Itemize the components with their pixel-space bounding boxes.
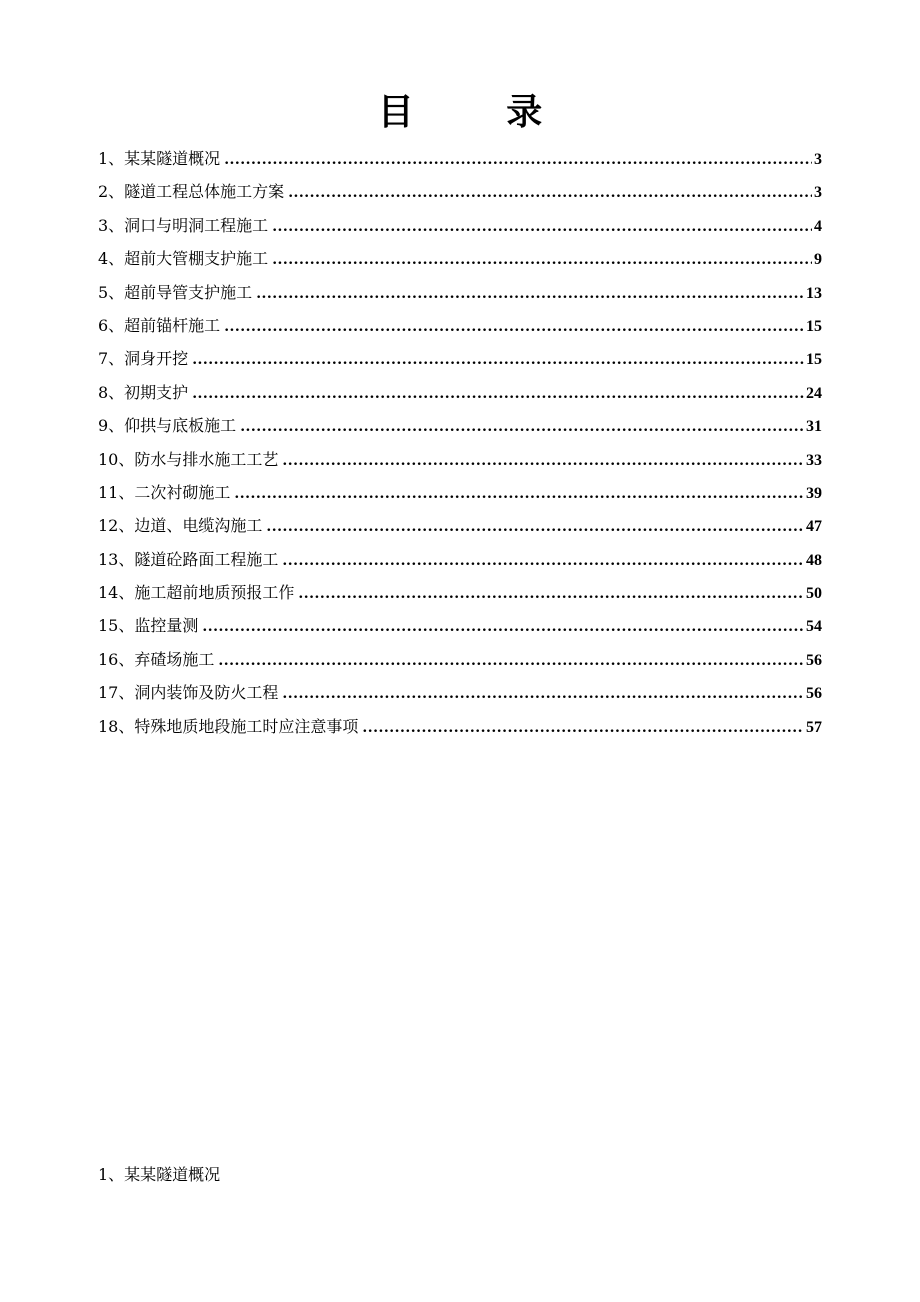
toc-entry[interactable]: [98, 476, 822, 509]
toc-dot-leader: [202, 611, 804, 644]
toc-entry[interactable]: [98, 609, 822, 642]
toc-dot-leader: [234, 478, 804, 511]
toc-entry[interactable]: [98, 409, 822, 442]
toc-entry-label: 7、洞身开挖: [98, 349, 189, 369]
toc-dot-leader: [288, 177, 812, 210]
toc-entry-page: 3: [814, 184, 822, 202]
toc-entry-page: 15: [806, 351, 822, 369]
toc-entry-label: 15、监控量测: [98, 616, 199, 636]
toc-entry[interactable]: [98, 710, 822, 743]
toc-entry-page: 48: [806, 551, 822, 569]
toc-entry-label: 9、仰拱与底板施工: [98, 416, 237, 436]
toc-entry-label: 16、弃碴场施工: [98, 649, 215, 669]
toc-dot-leader: [362, 712, 804, 745]
toc-dot-leader: [256, 278, 804, 311]
toc-entry-page: 39: [806, 484, 822, 502]
toc-dot-leader: [240, 411, 804, 444]
toc-entry-page: 54: [806, 618, 822, 636]
toc-dot-leader: [272, 244, 812, 277]
toc-entry[interactable]: [98, 309, 822, 342]
toc-entry-label: 2、隧道工程总体施工方案: [98, 182, 285, 202]
toc-dot-leader: [272, 211, 812, 244]
toc-entry-page: 4: [814, 217, 822, 235]
toc-entry-page: 56: [806, 651, 822, 669]
toc-entry-label: 17、洞内装饰及防火工程: [98, 683, 279, 703]
toc-entry-page: 3: [814, 151, 822, 168]
toc-entry[interactable]: [98, 443, 822, 476]
toc-dot-leader: [224, 311, 804, 344]
toc-entry-label: 1、某某隧道概况: [98, 149, 221, 168]
toc-dot-leader: [218, 645, 804, 678]
toc-dot-leader: [282, 678, 804, 711]
toc-entry-label: 13、隧道砼路面工程施工: [98, 549, 279, 569]
toc-entry-page: 56: [806, 685, 822, 703]
toc-entry[interactable]: [98, 342, 822, 375]
toc-entry[interactable]: [98, 175, 822, 208]
toc-entry-label: 5、超前导管支护施工: [98, 282, 253, 302]
toc-entry[interactable]: [98, 142, 822, 175]
toc-entry[interactable]: [98, 509, 822, 542]
toc-entry-page: 47: [806, 518, 822, 536]
toc-entry[interactable]: [98, 576, 822, 609]
toc-entry-page: 31: [806, 418, 822, 436]
toc-entry[interactable]: [98, 242, 822, 275]
toc-title: 目 录: [377, 91, 583, 133]
toc-entry-label: 12、边道、电缆沟施工: [98, 516, 263, 536]
toc-entry-label: 10、防水与排水施工工艺: [98, 449, 279, 469]
toc-entry-label: 18、特殊地质地段施工时应注意事项: [98, 716, 359, 736]
toc-dot-leader: [282, 445, 804, 478]
toc-entry[interactable]: [98, 543, 822, 576]
toc-entry[interactable]: [98, 209, 822, 242]
toc-entry-page: 13: [806, 284, 822, 302]
toc-entry-page: 9: [814, 251, 822, 269]
toc-dot-leader: [266, 511, 804, 544]
toc-dot-leader: [192, 344, 804, 377]
toc-entry-page: 57: [806, 718, 822, 736]
toc-entry-page: 24: [806, 384, 822, 402]
toc-list: [98, 142, 822, 743]
toc-entry-label: 6、超前锚杆施工: [98, 315, 221, 335]
toc-entry-label: 8、初期支护: [98, 382, 189, 402]
toc-entry-label: 3、洞口与明洞工程施工: [98, 215, 269, 235]
toc-entry[interactable]: [98, 276, 822, 309]
toc-entry-label: 4、超前大管棚支护施工: [98, 249, 269, 269]
section-heading: 1、某某隧道概况: [98, 1165, 221, 1184]
toc-dot-leader: [224, 144, 812, 177]
toc-entry-page: 50: [806, 585, 822, 603]
toc-entry[interactable]: [98, 643, 822, 676]
toc-entry[interactable]: [98, 376, 822, 409]
toc-entry-label: 14、施工超前地质预报工作: [98, 583, 295, 603]
toc-dot-leader: [192, 378, 804, 411]
toc-dot-leader: [282, 545, 804, 578]
toc-entry[interactable]: [98, 676, 822, 709]
toc-entry-page: 15: [806, 317, 822, 335]
toc-entry-label: 11、二次衬砌施工: [98, 482, 231, 502]
toc-dot-leader: [298, 578, 804, 611]
toc-entry-page: 33: [806, 451, 822, 469]
